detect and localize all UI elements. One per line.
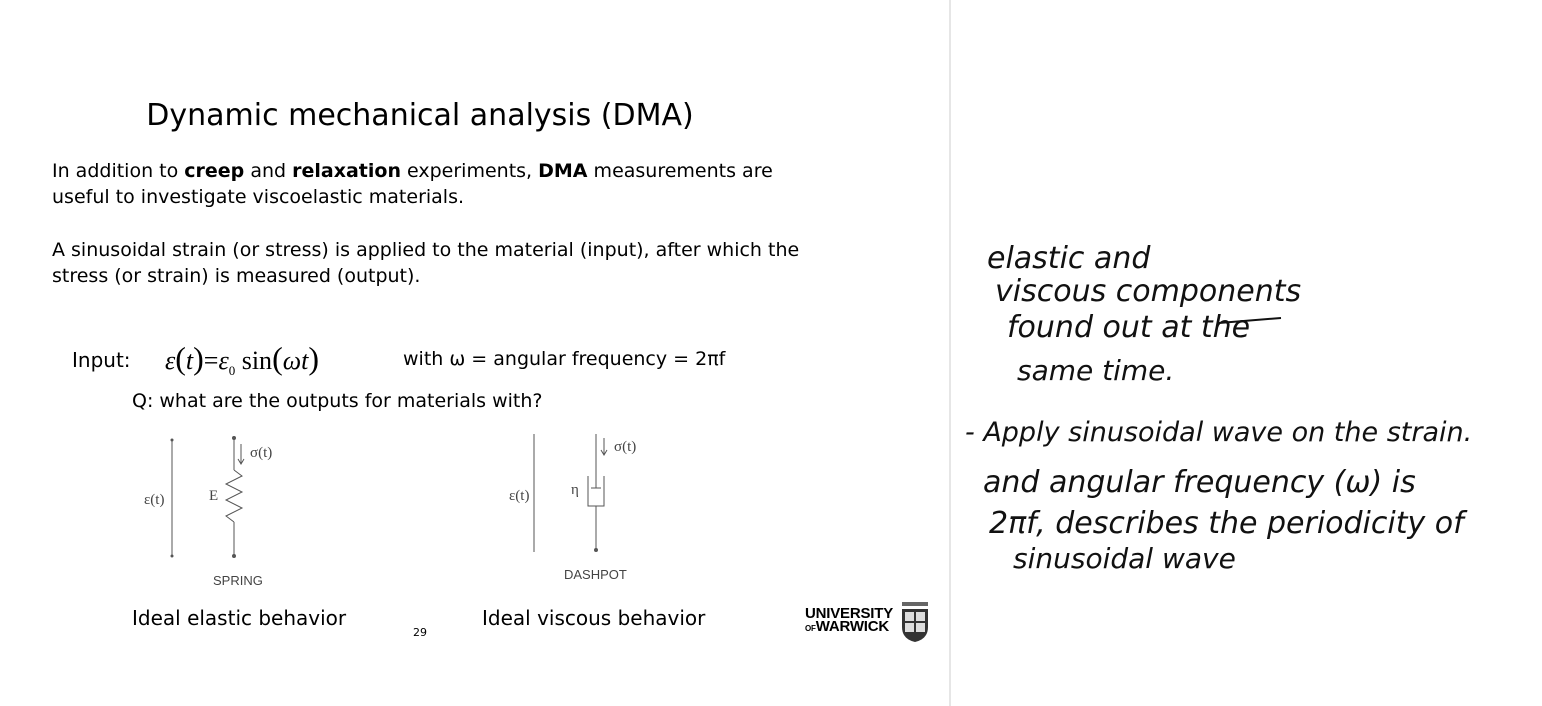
eq-amplitude-sub: 0 [228, 363, 236, 379]
eq-strain-symbol: ε [165, 346, 176, 375]
intro-text-2: and [244, 160, 293, 182]
dashpot-strain-label: ε(t) [509, 488, 530, 504]
logo-line-2: WARWICK [815, 618, 890, 635]
note-line-4: same time. [1017, 354, 1175, 387]
sinusoidal-paragraph [52, 237, 812, 289]
university-logo [805, 601, 933, 643]
creep-term: creep [184, 160, 245, 182]
page-number: 29 [413, 626, 427, 639]
note-line-7: 2πf, describes the periodicity of [989, 506, 1464, 541]
eq-equals: = [203, 346, 219, 375]
question-text: Q: what are the outputs for materials with? [132, 390, 543, 412]
caption-elastic: Ideal elastic behavior [132, 606, 347, 630]
input-label: Input: [72, 348, 131, 372]
sinusoidal-line-1: A sinusoidal strain (or stress) is applied to the material (input), after which the [52, 239, 800, 261]
caption-viscous: Ideal viscous behavior [482, 606, 706, 630]
crest-icon [900, 601, 932, 643]
dashpot-stress-label: σ(t) [614, 439, 637, 455]
eq-sin: sin [241, 346, 273, 375]
note-line-3: found out at the [1007, 310, 1251, 345]
intro-text-1: In addition to [52, 160, 185, 182]
spring-name: SPRING [213, 573, 263, 588]
note-line-2: viscous components [995, 274, 1302, 309]
sinusoidal-line-2: stress (or strain) is measured (output). [52, 265, 421, 287]
spring-strain-label: ε(t) [144, 492, 165, 508]
eq-omega-t: ωt [282, 346, 309, 375]
intro-line-2: useful to investigate viscoelastic materials. [52, 186, 465, 208]
spring-stress-label: σ(t) [250, 445, 273, 461]
slide-title: Dynamic mechanical analysis (DMA) [146, 98, 694, 133]
intro-text-4: measurements are [587, 160, 773, 182]
dashpot-name: DASHPOT [564, 567, 627, 582]
handwritten-notes [951, 0, 1542, 706]
spring-modulus-label: E [209, 488, 219, 504]
dashpot-viscosity-label: η [571, 482, 579, 498]
logo-of: OF [805, 624, 816, 633]
note-line-5: - Apply sinusoidal wave on the strain. [965, 417, 1473, 448]
dma-term: DMA [538, 160, 588, 182]
angular-frequency-note: with ω = angular frequency = 2πf [403, 348, 726, 370]
handwritten-notes-panel [951, 0, 1542, 706]
relaxation-term: relaxation [292, 160, 401, 182]
eq-time-arg: t [185, 346, 194, 375]
dashpot-diagram [500, 430, 660, 590]
note-line-6: and angular frequency (ω) is [983, 465, 1416, 500]
eq-amplitude: ε [218, 346, 229, 375]
note-line-1: elastic and [987, 241, 1151, 276]
logo-wordmark [805, 607, 893, 635]
intro-text-3: experiments, [400, 160, 539, 182]
spring-diagram [130, 430, 310, 595]
strain-equation: $\varepsilon(t)=\varepsilon_0$ sin(ωt) [165, 340, 319, 379]
intro-paragraph [52, 158, 812, 210]
note-line-8: sinusoidal wave [1013, 542, 1236, 575]
logo-line-1: UNIVERSITY [805, 605, 894, 622]
